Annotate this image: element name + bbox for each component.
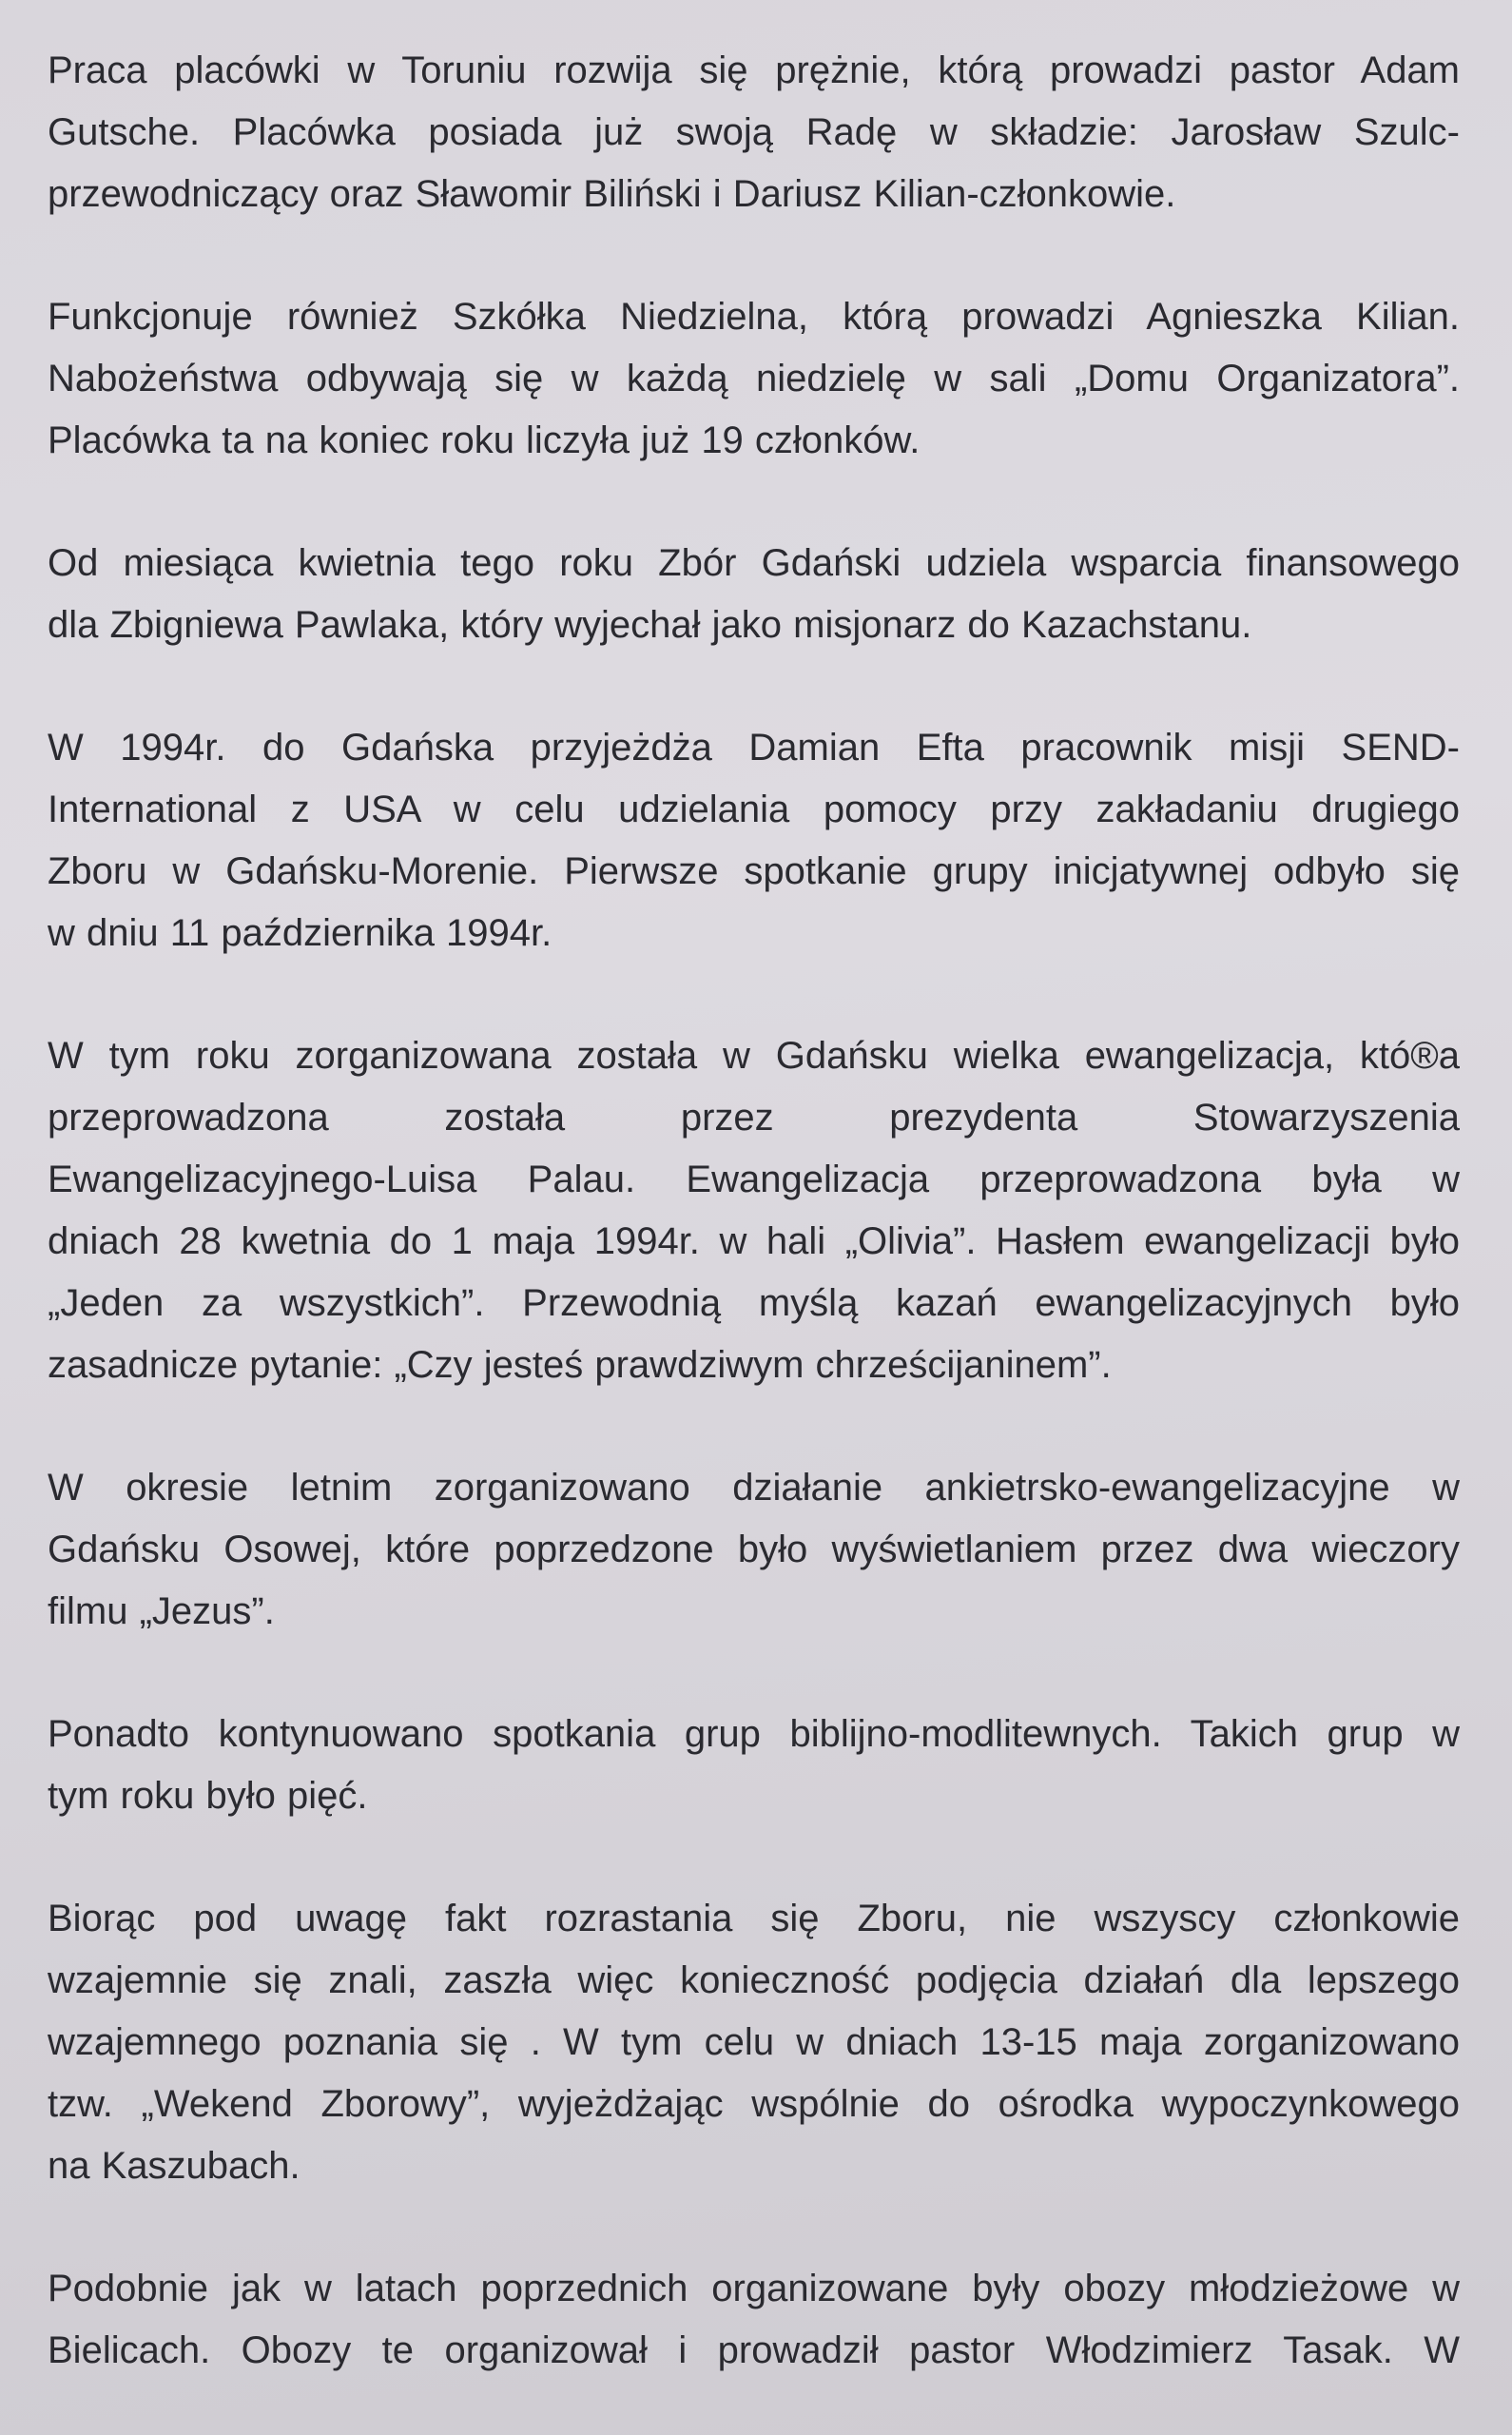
text-line: przewodniczący oraz Sławomir Biliński i Dariusz Kilian-członkowie. [48, 173, 1176, 215]
text-line: dla Zbigniewa Pawlaka, który wyjechał jako misjonarz do Kazachstanu. [48, 604, 1252, 646]
text-line: Ponadto kontynuowano spotkania grup biblijno-modlitewnych. Takich grup w [48, 1713, 1460, 1755]
text-line: Ewangelizacyjnego-Luisa Palau. Ewangelizacja przeprowadzona była w [48, 1159, 1460, 1200]
text-line: Gdańsku Osowej, które poprzedzone było wyświetlaniem przez dwa wieczory [48, 1529, 1460, 1570]
text-line: filmu „Jezus”. [48, 1590, 275, 1632]
text-line: Od miesiąca kwietnia tego roku Zbór Gdański udziela wsparcia finansowego [48, 542, 1460, 584]
paragraph-sunday-school [48, 286, 1460, 472]
paragraph-summer-survey [48, 1457, 1460, 1643]
text-line: W 1994r. do Gdańska przyjeżdża Damian Efta pracownik misji SEND- [48, 727, 1460, 769]
text-line: wzajemnie się znali, zaszła więc konieczność podjęcia działań dla lepszego [48, 1959, 1460, 2001]
text-line: wzajemnego poznania się . W tym celu w dniach 13-15 maja zorganizowano [48, 2021, 1460, 2063]
text-line: przeprowadzona została przez prezydenta Stowarzyszenia [48, 1097, 1460, 1139]
paragraph-send-international [48, 717, 1460, 964]
paragraph-weekend [48, 1888, 1460, 2197]
paragraph-evangelization [48, 1025, 1460, 1396]
text-line: Zboru w Gdańsku-Morenie. Pierwsze spotkanie grupy inicjatywnej odbyło się [48, 850, 1460, 892]
text-line: Biorąc pod uwagę fakt rozrastania się Zboru, nie wszyscy członkowie [48, 1898, 1460, 1939]
text-line: tym roku było pięć. [48, 1775, 368, 1817]
text-line: International z USA w celu udzielania pomocy przy zakładaniu drugiego [48, 789, 1460, 830]
text-line: Praca placówki w Toruniu rozwija się prężnie, którą prowadzi pastor Adam [48, 49, 1460, 91]
text-line: zasadnicze pytanie: „Czy jesteś prawdziwym chrześcijaninem”. [48, 1344, 1112, 1386]
text-line: Bielicach. Obozy te organizował i prowadził pastor Włodzimierz Tasak. W [48, 2329, 1460, 2371]
paragraph-torun [48, 40, 1460, 225]
paragraph-financial-support [48, 533, 1460, 656]
text-line: dniach 28 kwetnia do 1 maja 1994r. w hali „Olivia”. Hasłem ewangelizacji było [48, 1220, 1460, 1262]
text-line: W tym roku zorganizowana została w Gdańsku wielka ewangelizacja, któ®a [48, 1035, 1460, 1077]
text-line: w dniu 11 października 1994r. [48, 912, 552, 954]
text-line: Gutsche. Placówka posiada już swoją Radę w składzie: Jarosław Szulc- [48, 111, 1460, 153]
text-line: W okresie letnim zorganizowano działanie ankietrsko-ewangelizacyjne w [48, 1467, 1460, 1509]
text-line: „Jeden za wszystkich”. Przewodnią myślą kazań ewangelizacyjnych było [48, 1282, 1460, 1324]
paragraph-bible-groups [48, 1704, 1460, 1827]
text-line: tzw. „Wekend Zborowy”, wyjeżdżając wspólnie do ośrodka wypoczynkowego [48, 2083, 1460, 2125]
text-line: Funkcjonuje również Szkółka Niedzielna, którą prowadzi Agnieszka Kilian. [48, 296, 1460, 338]
text-line: Placówka ta na koniec roku liczyła już 19 członków. [48, 419, 921, 461]
text-line: Podobnie jak w latach poprzednich organizowane były obozy młodzieżowe w [48, 2268, 1460, 2309]
text-line: Nabożeństwa odbywają się w każdą niedzielę w sali „Domu Organizatora”. [48, 358, 1460, 399]
paragraph-youth-camps [48, 2258, 1460, 2382]
text-line: na Kaszubach. [48, 2145, 300, 2187]
